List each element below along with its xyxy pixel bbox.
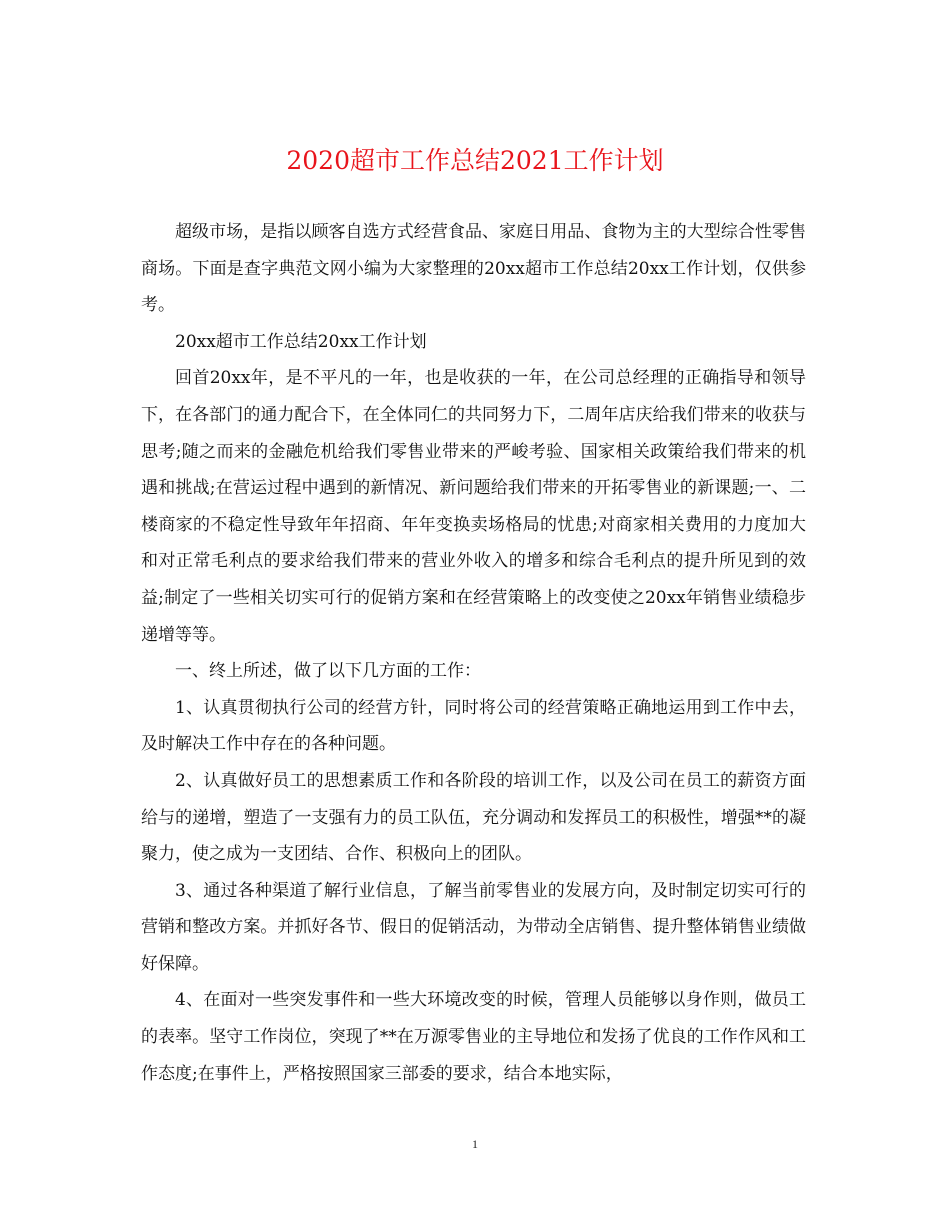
paragraph-intro: 超级市场，是指以顾客自选方式经营食品、家庭日用品、食物为主的大型综合性零售商场。下面是查字典范文网小编为大家整理的20xx超市工作总结20xx工作计划，仅供参考。 [141,222,806,316]
paragraph-item-1: 1、认真贯彻执行公司的经营方针，同时将公司的经营策略正确地运用到工作中去，及时解决工作中存在的各种问题。 [141,697,806,755]
paragraph-item-4: 4、在面对一些突发事件和一些大环境改变的时候，管理人员能够以身作则，做员工的表率。坚守工作岗位，突现了**在万源零售业的主导地位和发扬了优良的工作作风和工作态度;在事件上，严格按照国家三部委的要求，结合本地实际， [141,990,806,1084]
paragraph-item-3: 3、通过各种渠道了解行业信息，了解当前零售业的发展方向，及时制定切实可行的营销和整改方案。并抓好各节、假日的促销活动，为带动全店销售、提升整体销售业绩做好保障。 [141,880,806,974]
document-title: 2020超市工作总结2021工作计划 [286,146,664,175]
page-number: 1 [472,1137,478,1151]
paragraph-item-2: 2、认真做好员工的思想素质工作和各阶段的培训工作，以及公司在员工的薪资方面给与的递增，塑造了一支强有力的员工队伍，充分调动和发挥员工的积极性，增强**的凝聚力，使之成为一支团结、合作、积极向上的团队。 [141,770,806,865]
paragraph-section-heading: 一、终上所述，做了以下几方面的工作： [175,661,481,682]
paragraph-review: 回首20xx年，是不平凡的一年，也是收获的一年，在公司总经理的正确指导和领导下，在各部门的通力配合下，在全体同仁的共同努力下，二周年店庆给我们带来的收获与思考;随之而来的金融危机给我们零售业带来的严峻考验、国家相关政策给我们带来的机遇和挑战;在营运过程中遇到的新情况、新问题给我们带来的开拓零售业的新课题;一、二楼商家的不稳定性导致年年招商、年年变换卖场格局的忧患;对商家相关费用的力度加大和对正常毛利点的要求给我们带来的营业外收入的增多和综合毛利点的提升所见到的效益;制定了一些相关切实可行的促销方案和在经营策略上的改变使之20xx年销售业绩稳步递增等等。 [141,368,806,645]
document-body [141,214,806,1092]
paragraph-subtitle: 20xx超市工作总结20xx工作计划 [175,331,427,352]
